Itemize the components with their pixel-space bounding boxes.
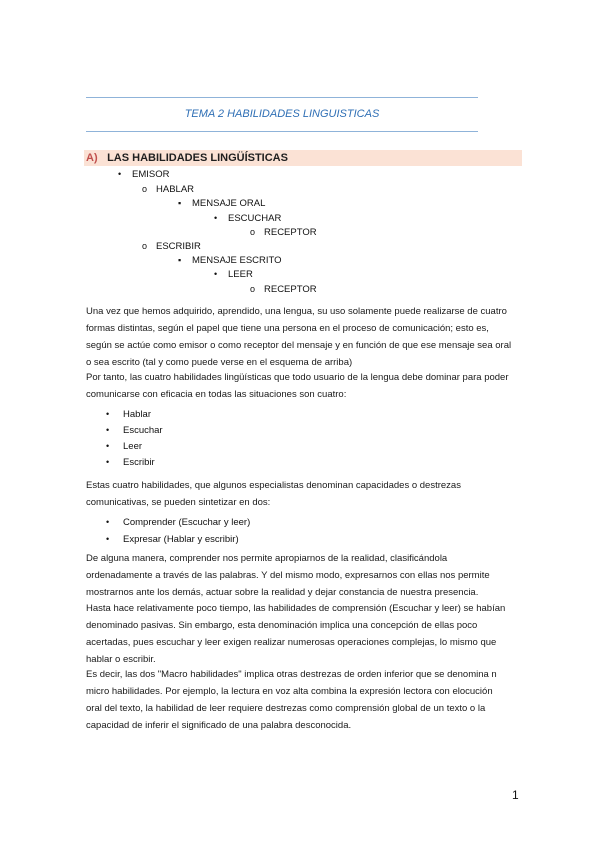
paragraph-5: Hasta hace relativamente poco tiempo, las habilidades de comprensión (Escuchar y leer) se habían denominado pasivas. Sin embargo, esta denominación implica una concepción de ellas poco acertadas, pues escuchar y leer exigen realizar numerosas operaciones complejas, lo mismo que hablar o escribir. [86, 603, 506, 665]
bullet-disc-icon: • [106, 457, 110, 467]
list-item: • Hablar [106, 409, 151, 420]
bullet-circle-icon: o [142, 184, 148, 194]
outline-item-leer: • LEER [214, 269, 253, 280]
section-a-heading [84, 150, 522, 166]
title-bottom-rule [86, 131, 478, 132]
list-item: • Escuchar [106, 425, 163, 436]
list-item: • Expresar (Hablar y escribir) [106, 534, 239, 545]
outline-item-receptor: o RECEPTOR [250, 284, 317, 295]
outline-item-hablar: o HABLAR [142, 184, 195, 195]
outline-item-mensaje-oral: ▪ MENSAJE ORAL [178, 198, 266, 209]
list-item: • Comprender (Escuchar y leer) [106, 517, 251, 528]
list-item: • Escribir [106, 457, 155, 468]
section-title: LAS HABILIDADES LINGÜÍSTICAS [107, 152, 288, 164]
paragraph-6: Es decir, las dos "Macro habilidades" implica otras destrezas de orden inferior que se denomina n micro habilidades. Por ejemplo, la lectura en voz alta combina la expresión lectora con elocución oral del texto, la habilidad de leer requiere destrezas como comprensión global de un texto o la capacidad de inferir el significado de una palabra desconocida. [86, 669, 497, 731]
bullet-circle-icon: o [250, 227, 256, 237]
outline-item-receptor: o RECEPTOR [250, 227, 317, 238]
bullet-disc-icon: • [106, 409, 110, 419]
bullet-disc-icon: • [106, 517, 110, 527]
bullet-square-icon: ▪ [178, 255, 182, 265]
bullet-disc-icon: • [118, 169, 122, 179]
outline-item-mensaje-escrito: ▪ MENSAJE ESCRITO [178, 255, 282, 266]
paragraph-3: Estas cuatro habilidades, que algunos especialistas denominan capacidades o destrezas comunicativas, se pueden sintetizar en dos: [86, 480, 461, 508]
paragraph-1: Una vez que hemos adquirido, aprendido, una lengua, su uso solamente puede realizarse de cuatro formas distintas, según el papel que tiene una persona en el proceso de comunicación; esto es, según se actúe como emisor o como receptor del mensaje y en función de que ese mensaje sea oral o sea escrito (tal y como puede verse en el esquema de arriba) [86, 306, 512, 368]
paragraph-2: Por tanto, las cuatro habilidades lingüísticas que todo usuario de la lengua debe dominar para poder comunicarse con eficacia en todas las situaciones son cuatro: [86, 372, 509, 400]
bullet-disc-icon: • [106, 534, 110, 544]
outline-item-escuchar: • ESCUCHAR [214, 213, 282, 224]
bullet-circle-icon: o [250, 284, 256, 294]
bullet-disc-icon: • [214, 213, 218, 223]
title-top-rule [86, 97, 478, 98]
bullet-square-icon: ▪ [178, 198, 182, 208]
paragraph-4: De alguna manera, comprender nos permite apropiarnos de la realidad, clasificándola ordenadamente a través de las palabras. Y del mismo modo, expresarnos con ellas nos permite mostrarnos ante los demás, actuar sobre la realidad y dejar constancia de nuestra presencia. [86, 553, 490, 598]
section-letter: A) [86, 152, 98, 164]
bullet-disc-icon: • [106, 425, 110, 435]
bullet-circle-icon: o [142, 241, 148, 251]
page-number: 1 [512, 788, 519, 802]
bullet-disc-icon: • [106, 441, 110, 451]
outline-item-escribir: o ESCRIBIR [142, 241, 201, 252]
list-item: • Leer [106, 441, 143, 452]
page-title: TEMA 2 HABILIDADES LINGUISTICAS [184, 108, 380, 120]
outline-item-emisor: • EMISOR [118, 169, 170, 180]
bullet-disc-icon: • [214, 269, 218, 279]
